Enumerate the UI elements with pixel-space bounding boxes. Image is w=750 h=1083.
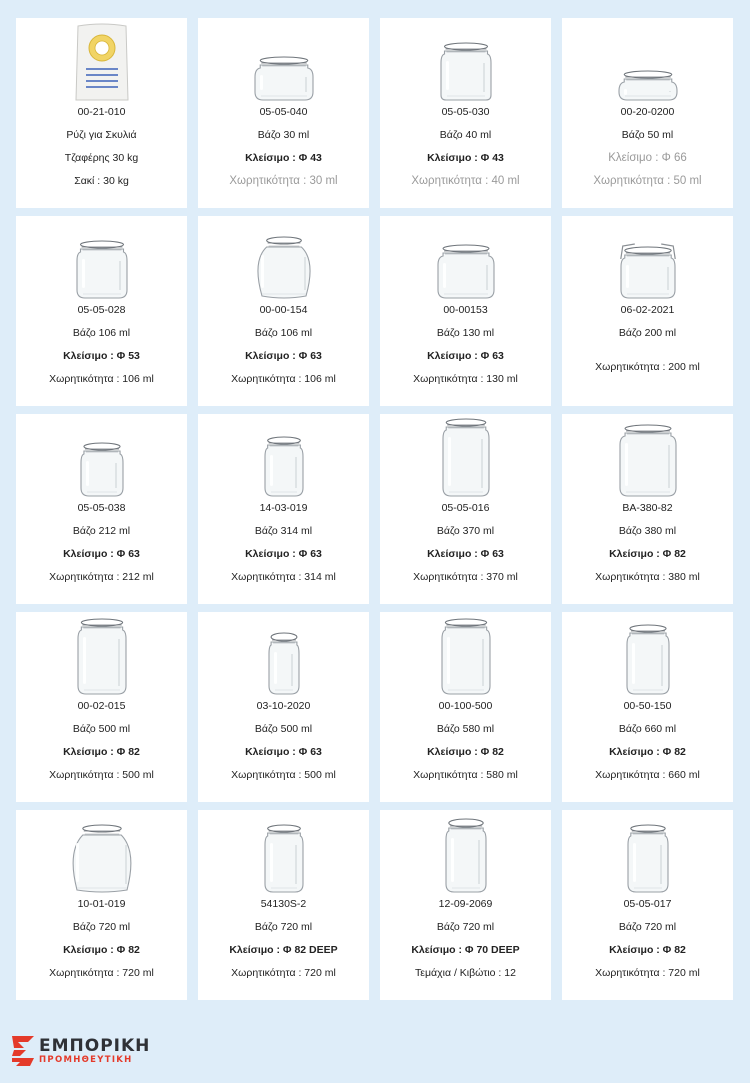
product-title: Βάζο 580 ml — [436, 723, 495, 735]
product-image — [380, 18, 551, 102]
product-card[interactable] — [198, 612, 369, 802]
product-card[interactable] — [380, 414, 551, 604]
product-code: 05-05-030 — [441, 106, 490, 118]
product-code: 03-10-2020 — [256, 700, 311, 712]
product-title: Βάζο 500 ml — [72, 723, 131, 735]
product-code: 00-50-150 — [623, 700, 672, 712]
product-closure: Κλείσιμο : Φ 63 — [245, 350, 322, 362]
product-image — [562, 18, 733, 102]
product-image — [16, 810, 187, 894]
product-card[interactable] — [198, 414, 369, 604]
product-title: Βάζο 370 ml — [436, 525, 495, 537]
product-code: 05-05-040 — [259, 106, 308, 118]
product-capacity: Χωρητικότητα : 500 ml — [49, 769, 154, 781]
product-title: Βάζο 380 ml — [618, 525, 677, 537]
jar-icon — [603, 812, 693, 894]
product-title: Βάζο 50 ml — [621, 129, 674, 141]
product-image — [198, 216, 369, 300]
product-card[interactable] — [198, 810, 369, 1000]
jar-icon — [421, 614, 511, 696]
product-card[interactable] — [380, 216, 551, 406]
product-card[interactable] — [562, 18, 733, 208]
product-card[interactable] — [198, 18, 369, 208]
product-closure: Κλείσιμο : Φ 82 — [609, 944, 686, 956]
product-image — [16, 414, 187, 498]
product-capacity: Χωρητικότητα : 720 ml — [49, 967, 154, 979]
product-title: Βάζο 660 ml — [618, 723, 677, 735]
jar-icon — [421, 20, 511, 102]
product-code: 00-02-015 — [77, 700, 126, 712]
product-code: 00-100-500 — [438, 700, 493, 712]
clip-top-jar-icon — [603, 218, 693, 300]
product-card[interactable] — [380, 18, 551, 208]
product-capacity: Τεμάχια / Κιβώτιο : 12 — [415, 967, 516, 979]
product-capacity: Χωρητικότητα : 106 ml — [231, 373, 336, 385]
product-title: Βάζο 200 ml — [618, 327, 677, 339]
product-card[interactable] — [16, 810, 187, 1000]
product-capacity: Χωρητικότητα : 314 ml — [231, 571, 336, 583]
product-capacity: Χωρητικότητα : 500 ml — [231, 769, 336, 781]
product-closure: Κλείσιμο : Φ 53 — [63, 350, 140, 362]
product-code: 06-02-2021 — [620, 304, 675, 316]
product-code: 00-00153 — [443, 304, 488, 316]
product-card[interactable] — [16, 18, 187, 208]
product-closure: Κλείσιμο : Φ 63 — [245, 548, 322, 560]
jar-icon — [421, 218, 511, 300]
product-code: 05-05-016 — [441, 502, 490, 514]
company-logo — [10, 1034, 150, 1068]
product-title: Ρύζι για Σκυλιά — [66, 129, 137, 141]
product-capacity: Χωρητικότητα : 660 ml — [595, 769, 700, 781]
product-closure: Κλείσιμο : Φ 63 — [63, 548, 140, 560]
company-logo-icon — [10, 1034, 36, 1068]
jar-icon — [239, 416, 329, 498]
product-image — [198, 810, 369, 894]
product-title: Βάζο 314 ml — [254, 525, 313, 537]
product-card[interactable] — [562, 612, 733, 802]
jar-icon — [421, 416, 511, 498]
jar-icon — [239, 614, 329, 696]
jar-icon — [57, 218, 147, 300]
product-card[interactable] — [16, 414, 187, 604]
product-capacity: Χωρητικότητα : 106 ml — [49, 373, 154, 385]
product-card[interactable] — [16, 216, 187, 406]
product-capacity: Χωρητικότητα : 30 ml — [229, 175, 338, 187]
product-title: Βάζο 720 ml — [618, 921, 677, 933]
product-title: Βάζο 30 ml — [257, 129, 310, 141]
product-capacity: Χωρητικότητα : 580 ml — [413, 769, 518, 781]
product-title: Βάζο 106 ml — [254, 327, 313, 339]
product-code: BA-380-82 — [622, 502, 673, 514]
product-closure: Τζαφέρης 30 kg — [64, 152, 139, 164]
product-code: 00-21-010 — [77, 106, 126, 118]
product-code: 05-05-038 — [77, 502, 126, 514]
product-image — [562, 216, 733, 300]
jar-icon — [239, 812, 329, 894]
product-code: 00-00-154 — [259, 304, 308, 316]
jar-icon — [239, 20, 329, 102]
product-title: Βάζο 720 ml — [254, 921, 313, 933]
product-capacity: Σακί : 30 kg — [74, 175, 129, 187]
rice-sack-icon — [57, 20, 147, 102]
product-image — [198, 18, 369, 102]
product-closure: Κλείσιμο : Φ 63 — [427, 548, 504, 560]
product-closure: Κλείσιμο : Φ 82 — [609, 746, 686, 758]
product-capacity: Χωρητικότητα : 720 ml — [231, 967, 336, 979]
product-title: Βάζο 720 ml — [436, 921, 495, 933]
product-image — [380, 216, 551, 300]
product-grid — [16, 18, 733, 1000]
product-image — [562, 810, 733, 894]
product-capacity: Χωρητικότητα : 130 ml — [413, 373, 518, 385]
product-closure: Κλείσιμο : Φ 82 DEEP — [229, 944, 338, 956]
product-card[interactable] — [380, 612, 551, 802]
product-title: Βάζο 106 ml — [72, 327, 131, 339]
product-closure: Κλείσιμο : Φ 43 — [427, 152, 504, 164]
product-closure: Κλείσιμο : Φ 63 — [427, 350, 504, 362]
product-code: 54130S-2 — [260, 898, 307, 910]
product-code: 05-05-028 — [77, 304, 126, 316]
product-capacity: Χωρητικότητα : 380 ml — [595, 571, 700, 583]
product-image — [380, 612, 551, 696]
jar-icon — [603, 20, 693, 102]
product-closure: Κλείσιμο : Φ 63 — [245, 746, 322, 758]
product-closure: Κλείσιμο : Φ 70 DEEP — [411, 944, 520, 956]
product-card[interactable] — [198, 216, 369, 406]
product-image — [380, 414, 551, 498]
product-capacity: Χωρητικότητα : 212 ml — [49, 571, 154, 583]
product-capacity: Χωρητικότητα : 40 ml — [411, 175, 520, 187]
logo-title: ΕΜΠΟΡΙΚΗ — [39, 1035, 151, 1056]
product-image — [380, 810, 551, 894]
product-capacity: Χωρητικότητα : 720 ml — [595, 967, 700, 979]
jar-icon — [239, 218, 329, 300]
product-image — [16, 612, 187, 696]
product-closure: Κλείσιμο : Φ 43 — [245, 152, 322, 164]
jar-icon — [57, 812, 147, 894]
product-code: 00-20-0200 — [620, 106, 675, 118]
product-capacity: Χωρητικότητα : 370 ml — [413, 571, 518, 583]
jar-icon — [603, 416, 693, 498]
product-card[interactable] — [562, 810, 733, 1000]
product-title: Βάζο 720 ml — [72, 921, 131, 933]
product-closure: Κλείσιμο : Φ 82 — [609, 548, 686, 560]
product-closure: Κλείσιμο : Φ 82 — [427, 746, 504, 758]
product-code: 10-01-019 — [77, 898, 126, 910]
product-image — [562, 612, 733, 696]
product-closure: Κλείσιμο : Φ 66 — [608, 152, 687, 164]
product-card[interactable] — [380, 810, 551, 1000]
product-closure: Κλείσιμο : Φ 82 — [63, 746, 140, 758]
product-image — [16, 18, 187, 102]
product-code: 14-03-019 — [259, 502, 308, 514]
jar-icon — [57, 614, 147, 696]
product-title: Βάζο 212 ml — [72, 525, 131, 537]
jar-icon — [603, 614, 693, 696]
logo-subtitle: ΠΡΟΜΗΘΕΥΤΙΚΗ — [39, 1054, 133, 1065]
jar-icon — [421, 812, 511, 894]
product-image — [198, 612, 369, 696]
product-title: Βάζο 500 ml — [254, 723, 313, 735]
product-code: 05-05-017 — [623, 898, 672, 910]
product-card[interactable] — [16, 612, 187, 802]
product-image — [198, 414, 369, 498]
product-capacity: Χωρητικότητα : 50 ml — [593, 175, 702, 187]
product-closure: Κλείσιμο : Φ 82 — [63, 944, 140, 956]
jar-icon — [57, 416, 147, 498]
product-card[interactable] — [562, 216, 733, 406]
product-title: Βάζο 40 ml — [439, 129, 492, 141]
product-card[interactable] — [562, 414, 733, 604]
product-image — [562, 414, 733, 498]
product-code: 12-09-2069 — [438, 898, 493, 910]
product-title: Βάζο 130 ml — [436, 327, 495, 339]
product-capacity: Χωρητικότητα : 200 ml — [595, 361, 700, 373]
product-image — [16, 216, 187, 300]
